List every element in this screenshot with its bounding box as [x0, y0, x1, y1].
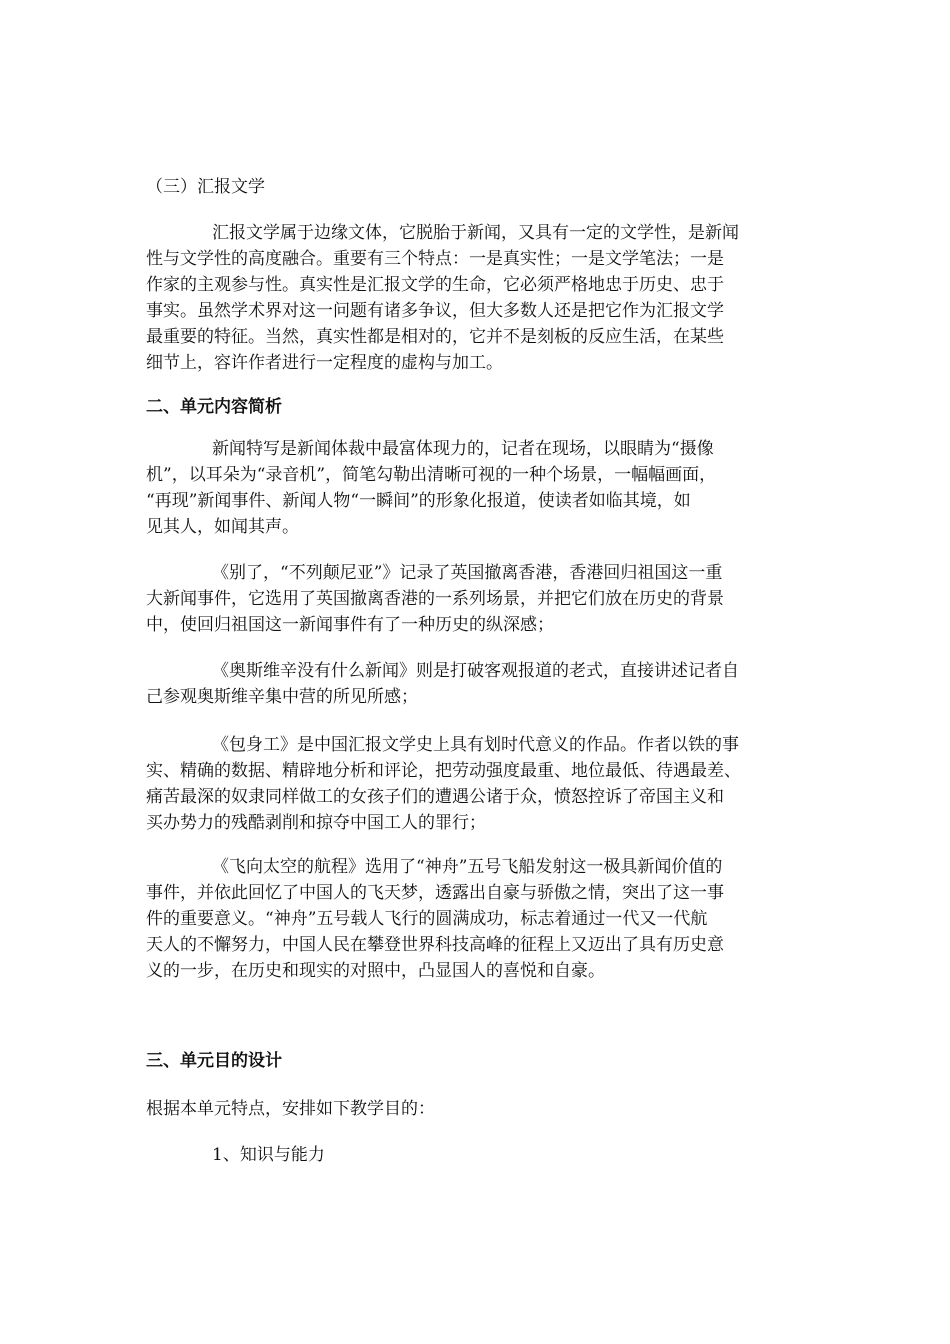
- text-line: 事实。虽然学术界对这一问题有诸多争议，但大多数人还是把它作为汇报文学: [146, 301, 724, 321]
- section-heading: 二、单元内容简析: [146, 397, 282, 417]
- text-line: 《飞向太空的航程》选用了“神舟”五号飞船发射这一极具新闻价值的: [212, 857, 723, 877]
- text-line: 新闻特写是新闻体裁中最富体现力的，记者在现场，以眼睛为“摄像: [212, 439, 714, 459]
- text-line: 《奥斯维辛没有什么新闻》则是打破客观报道的老式，直接讲述记者自: [212, 661, 739, 681]
- text-line: 买办势力的残酷剥削和掠夺中国工人的罪行；: [146, 813, 486, 833]
- text-line: 作家的主观参与性。真实性是汇报文学的生命，它必须严格地忠于历史、忠于: [146, 275, 724, 295]
- section-title: （三）汇报文学: [146, 177, 265, 197]
- text-line: 件的重要意义。“神舟”五号载人飞行的圆满成功，标志着通过一代又一代航: [146, 909, 708, 929]
- paragraph-farewell-britannia: [146, 560, 806, 638]
- text-line: 己参观奥斯维辛集中营的所见所感；: [146, 687, 418, 707]
- text-line: 最重要的特征。当然，真实性都是相对的，它并不是刻板的反应生活，在某些: [146, 327, 724, 347]
- text-line: 事件，并依此回忆了中国人的飞天梦，透露出自豪与骄傲之情，突出了这一事: [146, 883, 724, 903]
- text-line: 细节上，容许作者进行一定程度的虚构与加工。: [146, 353, 503, 373]
- list-item: 1、知识与能力: [212, 1145, 325, 1165]
- text-line: 义的一步，在历史和现实的对照中，凸显国人的喜悦和自豪。: [146, 961, 605, 981]
- text-line: 中，使回归祖国这一新闻事件有了一种历史的纵深感；: [146, 615, 554, 635]
- text-line: 实、精确的数据、精辟地分析和评论，把劳动强度最重、地位最低、待遇最差、: [146, 761, 741, 781]
- intro-text: 根据本单元特点，安排如下教学目的：: [146, 1099, 435, 1119]
- text-line: 性与文学性的高度融合。重要有三个特点：一是真实性；一是文学笔法；一是: [146, 249, 724, 269]
- text-line: 《别了，“不列颠尼亚”》记录了英国撤离香港，香港回归祖国这一重: [212, 563, 723, 583]
- text-line: 《包身工》是中国汇报文学史上具有划时代意义的作品。作者以铁的事: [212, 735, 739, 755]
- section-heading: 三、单元目的设计: [146, 1051, 282, 1071]
- paragraph-contract-labor: [146, 732, 806, 836]
- text-line: 汇报文学属于边缘文体，它脱胎于新闻，又具有一定的文学性，是新闻: [212, 223, 739, 243]
- paragraph-feature-writing: [146, 436, 806, 540]
- paragraph-auschwitz: [146, 658, 806, 710]
- text-line: 机”，以耳朵为“录音机”，简笔勾勒出清晰可视的一种个场景，一幅幅画面，: [146, 465, 717, 485]
- text-line: 天人的不懈努力，中国人民在攀登世界科技高峰的征程上又迈出了具有历史意: [146, 935, 724, 955]
- text-line: “再现”新闻事件、新闻人物“一瞬间”的形象化报道，使读者如临其境，如: [146, 491, 691, 511]
- text-line: 痛苦最深的奴隶同样做工的女孩子们的遭遇公诸于众，愤怒控诉了帝国主义和: [146, 787, 724, 807]
- text-line: 见其人，如闻其声。: [146, 517, 299, 537]
- text-line: 大新闻事件，它选用了英国撤离香港的一系列场景，并把它们放在历史的背景: [146, 589, 724, 609]
- paragraph-reportage: [146, 220, 806, 376]
- paragraph-space-flight: [146, 854, 806, 984]
